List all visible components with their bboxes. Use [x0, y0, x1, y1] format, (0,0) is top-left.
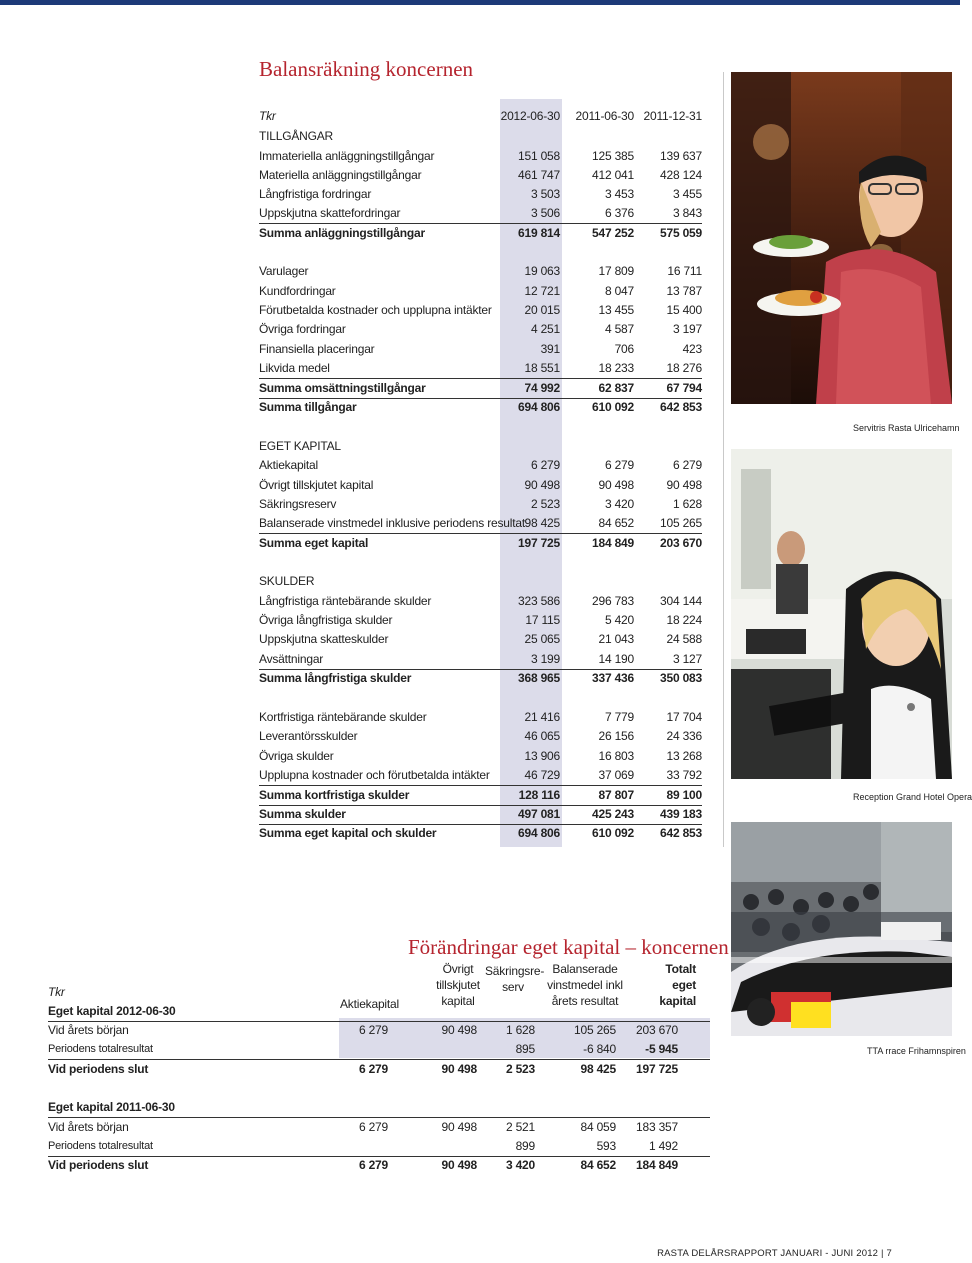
value-ovrigt: 90 498	[441, 1120, 477, 1134]
table-row	[259, 340, 702, 359]
value-sakring: 2 521	[505, 1120, 535, 1134]
row-label: Vid periodens slut	[48, 1062, 149, 1076]
value-2011-12: 203 670	[660, 536, 702, 550]
value-2011-12: 139 637	[660, 149, 702, 163]
value-2011-12: 15 400	[666, 303, 702, 317]
row-label: Periodens totalresultat	[48, 1140, 153, 1152]
table-row	[259, 456, 702, 475]
column-divider	[723, 72, 724, 847]
row-label: Uppskjutna skattefordringar	[259, 206, 401, 220]
value-totalt: 203 670	[636, 1023, 678, 1037]
value-2012: 2 523	[530, 497, 560, 511]
summary-row	[259, 534, 702, 553]
value-2011-12: 3 197	[672, 322, 702, 336]
value-2012: 19 063	[524, 264, 560, 278]
value-2011: 16 803	[598, 749, 634, 763]
unit-label: Tkr	[259, 109, 276, 123]
header-line: tillskjutet	[436, 978, 480, 992]
value-2012: 17 115	[525, 613, 560, 627]
row-label: Summa långfristiga skulder	[259, 671, 412, 685]
row-label: Övrigt tillskjutet kapital	[259, 478, 374, 492]
header-aktiekapital: Aktiekapital	[340, 997, 399, 1011]
table-row	[48, 1118, 710, 1137]
row-label: Långfristiga räntebärande skulder	[259, 594, 432, 608]
row-label: Finansiella placeringar	[259, 342, 375, 356]
value-ovrigt: 90 498	[441, 1023, 477, 1037]
table-row	[259, 630, 702, 649]
row-label: Vid årets början	[48, 1120, 129, 1134]
section-heading	[259, 127, 702, 146]
row-label: Vid periodens slut	[48, 1158, 149, 1172]
value-2012: 497 081	[518, 807, 560, 821]
value-2011: 7 779	[604, 710, 634, 724]
value-2011: 412 041	[592, 168, 634, 182]
table-row	[259, 650, 702, 670]
value-2012: 13 906	[524, 749, 560, 763]
row-label: Summa tillgångar	[259, 400, 357, 414]
row-label: EGET KAPITAL	[259, 439, 341, 453]
table-row	[259, 514, 702, 534]
row-label: Varulager	[259, 264, 309, 278]
value-totalt: 1 492	[648, 1139, 678, 1153]
summary-row	[259, 224, 702, 243]
value-2011: 296 783	[592, 594, 634, 608]
value-2012: 46 729	[524, 768, 560, 782]
col-header-2012-06-30: 2012-06-30	[500, 109, 560, 123]
table-row	[259, 262, 702, 281]
summary-row	[48, 1060, 710, 1079]
value-2011-12: 3 127	[672, 652, 702, 666]
value-2011-12: 24 588	[666, 632, 702, 646]
value-2012: 12 721	[524, 284, 560, 298]
value-2012: 461 747	[518, 168, 560, 182]
row-label: Leverantörsskulder	[259, 729, 358, 743]
value-2012: 694 806	[518, 826, 560, 840]
value-2011: 87 807	[598, 788, 634, 802]
value-2011: 610 092	[592, 400, 634, 414]
value-2011: 184 849	[592, 536, 634, 550]
header-line: Övrigt	[442, 962, 474, 976]
value-2011: 13 455	[598, 303, 634, 317]
value-2011: 6 279	[604, 458, 634, 472]
col-header-2011-12-31: 2011-12-31	[643, 109, 702, 123]
header-line: Balanserade	[552, 962, 618, 976]
table-row	[259, 747, 702, 766]
value-aktiekapital: 6 279	[358, 1062, 388, 1076]
value-2011: 5 420	[604, 613, 634, 627]
value-balanserade: 84 652	[580, 1158, 616, 1172]
row-label: Kortfristiga räntebärande skulder	[259, 710, 427, 724]
value-2012: 21 416	[524, 710, 560, 724]
value-2011-12: 3 455	[672, 187, 702, 201]
table-row	[259, 147, 702, 166]
value-2011-12: 105 265	[660, 516, 702, 530]
summary-row	[259, 824, 702, 843]
row-label: Förutbetalda kostnader och upplupna intäkter	[259, 303, 492, 317]
photo-caption: Reception Grand Hotel Opera	[853, 792, 972, 802]
value-2011-12: 642 853	[660, 826, 702, 840]
value-totalt: -5 945	[645, 1042, 678, 1056]
table-row	[48, 1021, 710, 1040]
value-2011-12: 17 704	[666, 710, 702, 724]
value-2011-12: 13 787	[666, 284, 702, 298]
row-label: Summa eget kapital och skulder	[259, 826, 437, 840]
value-balanserade: 105 265	[574, 1023, 616, 1037]
row-label: Långfristiga fordringar	[259, 187, 372, 201]
top-accent-bar	[0, 0, 960, 5]
equity-section-title	[48, 1098, 710, 1118]
value-2012: 368 965	[518, 671, 560, 685]
value-2012: 619 814	[518, 226, 560, 240]
section-heading	[259, 572, 702, 591]
table-row	[48, 1137, 710, 1157]
value-sakring: 1 628	[505, 1023, 535, 1037]
table-row	[259, 320, 702, 339]
table-row	[259, 166, 702, 185]
value-2012: 3 199	[530, 652, 560, 666]
header-line: Säkringsre-	[485, 964, 545, 978]
value-sakring: 3 420	[505, 1158, 535, 1172]
summary-row	[48, 1156, 710, 1175]
value-2011: 62 837	[598, 381, 634, 395]
value-totalt: 184 849	[636, 1158, 678, 1172]
value-aktiekapital: 6 279	[358, 1023, 388, 1037]
value-2012: 3 506	[530, 206, 560, 220]
value-2011-12: 575 059	[660, 226, 702, 240]
value-aktiekapital: 6 279	[358, 1158, 388, 1172]
summary-row	[259, 805, 702, 825]
value-2011-12: 304 144	[660, 594, 702, 608]
value-2011: 37 069	[598, 768, 634, 782]
value-2011-12: 24 336	[666, 729, 702, 743]
value-2012: 6 279	[530, 458, 560, 472]
value-2012: 20 015	[524, 303, 560, 317]
table-row	[259, 766, 702, 786]
section-label: Eget kapital 2011-06-30	[48, 1100, 175, 1114]
row-label: SKULDER	[259, 574, 315, 588]
row-label: Övriga skulder	[259, 749, 334, 763]
table-row	[48, 1040, 710, 1060]
value-2011-12: 1 628	[672, 497, 702, 511]
table-row	[259, 282, 702, 301]
value-2012: 98 425	[524, 516, 560, 530]
header-line: serv	[502, 980, 524, 994]
value-2011: 84 652	[598, 516, 634, 530]
value-2011-12: 33 792	[666, 768, 702, 782]
value-2011: 17 809	[598, 264, 634, 278]
value-2012: 391	[540, 342, 560, 356]
value-totalt: 197 725	[636, 1062, 678, 1076]
value-2011: 3 453	[604, 187, 634, 201]
row-label: Balanserade vinstmedel inklusive periodens resultat	[259, 516, 525, 530]
table-row	[259, 708, 702, 727]
value-2011: 14 190	[598, 652, 634, 666]
table-row	[259, 727, 702, 746]
value-2011-12: 350 083	[660, 671, 702, 685]
value-ovrigt: 90 498	[441, 1062, 477, 1076]
table-row	[259, 495, 702, 514]
value-2011-12: 18 224	[666, 613, 702, 627]
table-row	[259, 185, 702, 204]
value-2011-12: 428 124	[660, 168, 702, 182]
value-2011-12: 423	[682, 342, 702, 356]
value-2012: 46 065	[524, 729, 560, 743]
row-label: Övriga fordringar	[259, 322, 346, 336]
value-sakring: 899	[515, 1139, 535, 1153]
section-label: Eget kapital 2012-06-30	[48, 1004, 176, 1018]
table-row	[259, 359, 702, 379]
summary-row	[259, 398, 702, 417]
value-2011: 6 376	[604, 206, 634, 220]
row-label: Summa skulder	[259, 807, 346, 821]
table-row	[259, 611, 702, 630]
value-2011-12: 642 853	[660, 400, 702, 414]
photo-caption: Servitris Rasta Ulricehamn	[853, 423, 960, 433]
value-2012: 25 065	[524, 632, 560, 646]
value-aktiekapital: 6 279	[358, 1120, 388, 1134]
header-line: vinstmedel inkl	[547, 978, 623, 992]
value-2011: 8 047	[604, 284, 634, 298]
table-row	[259, 592, 702, 611]
value-2011: 125 385	[592, 149, 634, 163]
row-label: Summa eget kapital	[259, 536, 369, 550]
value-2011-12: 6 279	[672, 458, 702, 472]
value-2011-12: 90 498	[666, 478, 702, 492]
value-2011: 90 498	[598, 478, 634, 492]
value-2011-12: 67 794	[666, 381, 702, 395]
row-label: Summa kortfristiga skulder	[259, 788, 410, 802]
table-row	[259, 476, 702, 495]
value-2012: 151 058	[518, 149, 560, 163]
value-2012: 197 725	[518, 536, 560, 550]
value-ovrigt: 90 498	[441, 1158, 477, 1172]
equity-title: Förändringar eget kapital – koncernen	[408, 935, 729, 959]
value-totalt: 183 357	[636, 1120, 678, 1134]
table-row	[259, 301, 702, 320]
section-heading	[259, 437, 702, 456]
value-2011: 21 043	[598, 632, 634, 646]
row-label: Summa anläggningstillgångar	[259, 226, 425, 240]
value-sakring: 895	[515, 1042, 535, 1056]
photo-caption: TTA rrace Frihamnspiren	[867, 1046, 966, 1056]
value-2011: 547 252	[592, 226, 634, 240]
value-balanserade: 593	[596, 1139, 616, 1153]
row-label: Upplupna kostnader och förutbetalda intäkter	[259, 768, 490, 782]
row-label: Likvida medel	[259, 361, 330, 375]
summary-row	[259, 379, 702, 399]
header-sakringsreserv	[485, 963, 545, 995]
value-balanserade: -6 840	[583, 1042, 616, 1056]
col-header-2011-06-30: 2011-06-30	[575, 109, 634, 123]
value-2012: 694 806	[518, 400, 560, 414]
value-2011-12: 439 183	[660, 807, 702, 821]
balance-header-row	[259, 107, 702, 126]
equity-unit-label: Tkr	[48, 985, 65, 999]
header-line: kapital	[441, 994, 475, 1008]
equity-section-title	[48, 1002, 710, 1022]
header-line: eget	[672, 978, 696, 992]
value-2011: 18 233	[598, 361, 634, 375]
value-2012: 128 116	[518, 788, 560, 802]
waitress-photo	[731, 72, 952, 404]
row-label: Aktiekapital	[259, 458, 318, 472]
row-label: Vid årets början	[48, 1023, 129, 1037]
row-label: Kundfordringar	[259, 284, 336, 298]
header-line: Totalt	[665, 962, 696, 976]
table-row	[259, 204, 702, 224]
race-photo	[731, 822, 952, 1036]
row-label: Periodens totalresultat	[48, 1043, 153, 1055]
header-line: kapital	[659, 994, 696, 1008]
value-2012: 4 251	[530, 322, 560, 336]
value-sakring: 2 523	[505, 1062, 535, 1076]
row-label: TILLGÅNGAR	[259, 129, 334, 143]
row-label: Övriga långfristiga skulder	[259, 613, 393, 627]
summary-row	[259, 786, 702, 806]
value-2011: 706	[614, 342, 634, 356]
header-line: årets resultat	[551, 994, 619, 1008]
value-balanserade: 98 425	[580, 1062, 616, 1076]
value-2012: 90 498	[524, 478, 560, 492]
row-label: Immateriella anläggningstillgångar	[259, 149, 435, 163]
reception-photo	[731, 449, 952, 779]
value-2012: 323 586	[518, 594, 560, 608]
value-2011: 26 156	[598, 729, 634, 743]
row-label: Avsättningar	[259, 652, 324, 666]
value-2011-12: 13 268	[666, 749, 702, 763]
summary-row	[259, 669, 702, 688]
value-balanserade: 84 059	[580, 1120, 616, 1134]
row-label: Säkringsreserv	[259, 497, 337, 511]
row-label: Summa omsättningstillgångar	[259, 381, 426, 395]
value-2012: 18 551	[524, 361, 560, 375]
value-2011-12: 16 711	[667, 264, 702, 278]
value-2011: 425 243	[592, 807, 634, 821]
page-footer: RASTA DELÅRSRAPPORT JANUARI - JUNI 2012 | 7	[657, 1248, 892, 1259]
value-2012: 3 503	[530, 187, 560, 201]
value-2011-12: 89 100	[666, 788, 702, 802]
value-2011: 3 420	[604, 497, 634, 511]
row-label: Materiella anläggningstillgångar	[259, 168, 422, 182]
value-2011-12: 18 276	[666, 361, 702, 375]
value-2011: 4 587	[604, 322, 634, 336]
value-2011-12: 3 843	[672, 206, 702, 220]
value-2012: 74 992	[524, 381, 560, 395]
value-2011: 610 092	[592, 826, 634, 840]
page-title: Balansräkning koncernen	[259, 57, 474, 81]
row-label: Uppskjutna skatteskulder	[259, 632, 389, 646]
value-2011: 337 436	[592, 671, 634, 685]
